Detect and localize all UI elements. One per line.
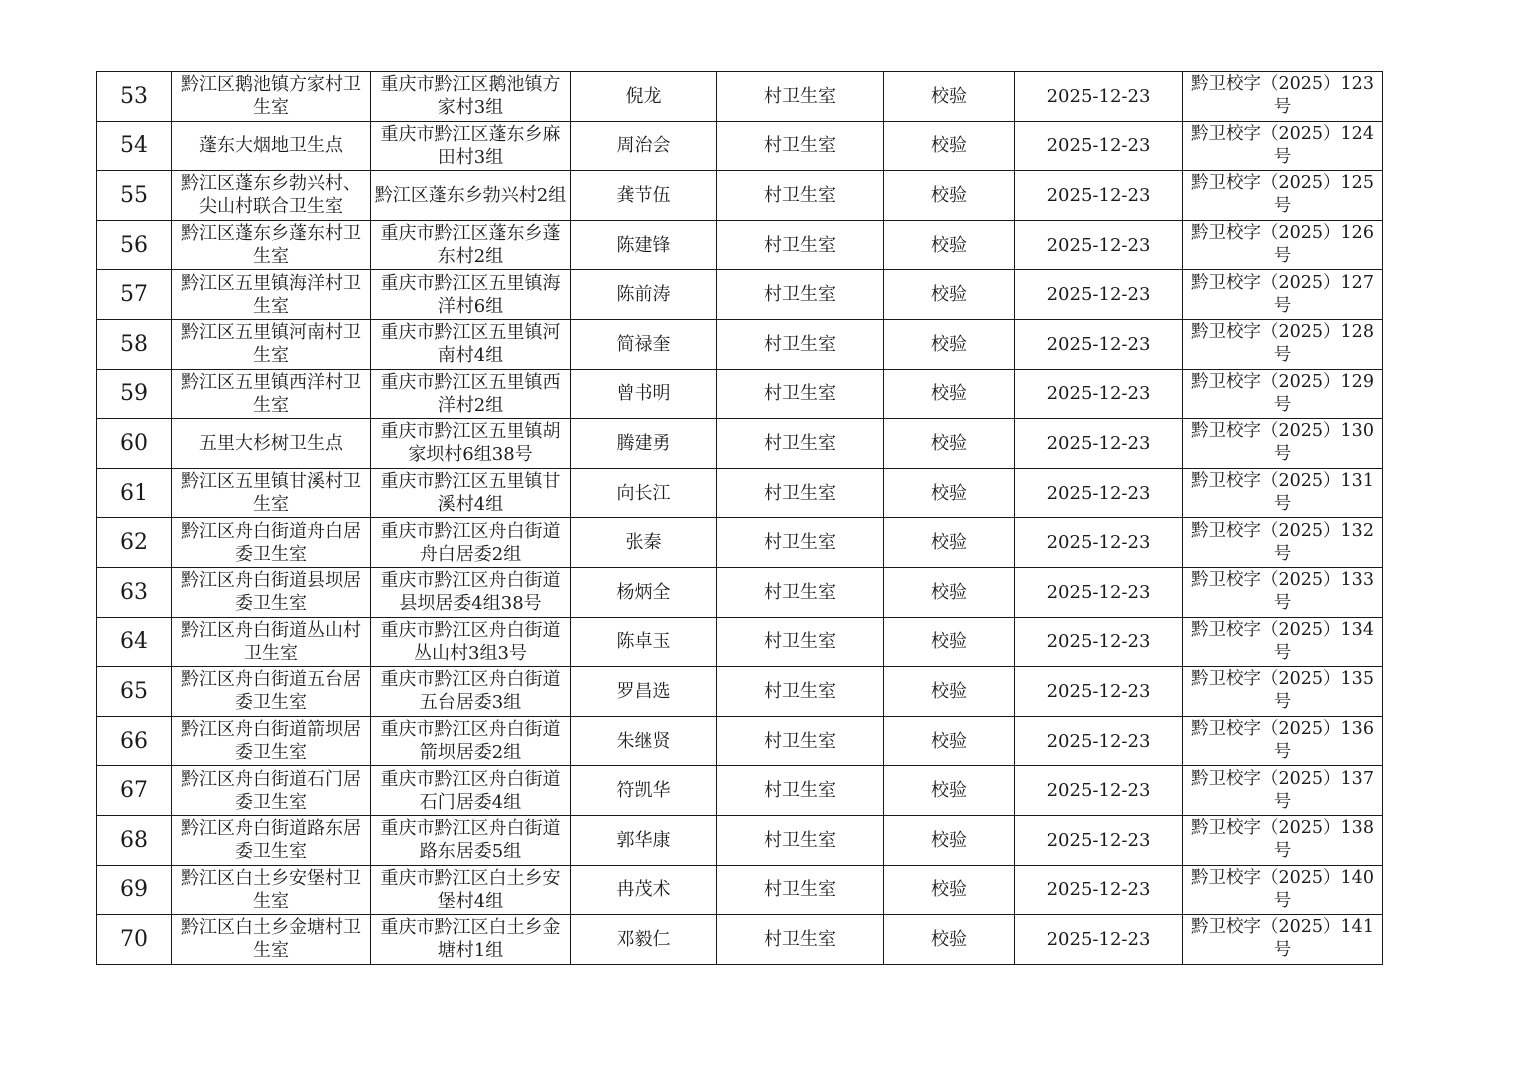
date-cell: 2025-12-23	[1015, 617, 1183, 667]
date-cell: 2025-12-23	[1015, 419, 1183, 469]
institution-type-cell: 村卫生室	[717, 270, 884, 320]
table-row	[97, 518, 1383, 568]
document-number-cell: 黔卫校字（2025）126号	[1183, 220, 1383, 270]
document-number-cell: 黔卫校字（2025）130号	[1183, 419, 1383, 469]
responsible-person-cell: 简禄奎	[571, 319, 717, 369]
table-row	[97, 468, 1383, 518]
row-number-cell: 55	[97, 171, 172, 221]
table-row	[97, 319, 1383, 369]
table-row	[97, 617, 1383, 667]
clinic-name-cell: 黔江区舟白街道丛山村卫生室	[172, 617, 371, 667]
table-row	[97, 716, 1383, 766]
document-number-cell: 黔卫校字（2025）123号	[1183, 72, 1383, 122]
institution-type-cell: 村卫生室	[717, 915, 884, 965]
table-row	[97, 72, 1383, 122]
table-row	[97, 419, 1383, 469]
date-cell: 2025-12-23	[1015, 915, 1183, 965]
row-number-cell: 54	[97, 121, 172, 171]
table-row	[97, 171, 1383, 221]
clinic-name-cell: 五里大杉树卫生点	[172, 419, 371, 469]
action-cell: 校验	[884, 766, 1015, 816]
row-number-cell: 68	[97, 815, 172, 865]
address-cell: 重庆市黔江区鹅池镇方家村3组	[371, 72, 571, 122]
clinic-name-cell: 黔江区舟白街道路东居委卫生室	[172, 815, 371, 865]
responsible-person-cell: 张秦	[571, 518, 717, 568]
institution-type-cell: 村卫生室	[717, 815, 884, 865]
institution-type-cell: 村卫生室	[717, 419, 884, 469]
date-cell: 2025-12-23	[1015, 667, 1183, 717]
clinic-name-cell: 黔江区蓬东乡蓬东村卫生室	[172, 220, 371, 270]
date-cell: 2025-12-23	[1015, 865, 1183, 915]
row-number-cell: 57	[97, 270, 172, 320]
document-number-cell: 黔卫校字（2025）124号	[1183, 121, 1383, 171]
responsible-person-cell: 朱继贤	[571, 716, 717, 766]
institution-type-cell: 村卫生室	[717, 468, 884, 518]
institution-type-cell: 村卫生室	[717, 72, 884, 122]
institution-type-cell: 村卫生室	[717, 865, 884, 915]
row-number-cell: 62	[97, 518, 172, 568]
date-cell: 2025-12-23	[1015, 319, 1183, 369]
action-cell: 校验	[884, 220, 1015, 270]
table-row	[97, 915, 1383, 965]
address-cell: 重庆市黔江区舟白街道箭坝居委2组	[371, 716, 571, 766]
action-cell: 校验	[884, 567, 1015, 617]
action-cell: 校验	[884, 915, 1015, 965]
document-number-cell: 黔卫校字（2025）134号	[1183, 617, 1383, 667]
address-cell: 重庆市黔江区白土乡安堡村4组	[371, 865, 571, 915]
document-number-cell: 黔卫校字（2025）128号	[1183, 319, 1383, 369]
address-cell: 重庆市黔江区舟白街道五台居委3组	[371, 667, 571, 717]
table-row	[97, 220, 1383, 270]
document-number-cell: 黔卫校字（2025）132号	[1183, 518, 1383, 568]
document-number-cell: 黔卫校字（2025）138号	[1183, 815, 1383, 865]
clinic-name-cell: 黔江区舟白街道舟白居委卫生室	[172, 518, 371, 568]
row-number-cell: 58	[97, 319, 172, 369]
clinic-name-cell: 黔江区五里镇甘溪村卫生室	[172, 468, 371, 518]
clinic-name-cell: 黔江区舟白街道箭坝居委卫生室	[172, 716, 371, 766]
table-row	[97, 567, 1383, 617]
address-cell: 重庆市黔江区五里镇海洋村6组	[371, 270, 571, 320]
clinic-registry-table	[96, 71, 1383, 965]
row-number-cell: 60	[97, 419, 172, 469]
responsible-person-cell: 杨炳全	[571, 567, 717, 617]
responsible-person-cell: 陈建锋	[571, 220, 717, 270]
row-number-cell: 66	[97, 716, 172, 766]
row-number-cell: 67	[97, 766, 172, 816]
clinic-name-cell: 黔江区白土乡安堡村卫生室	[172, 865, 371, 915]
clinic-name-cell: 黔江区五里镇西洋村卫生室	[172, 369, 371, 419]
address-cell: 重庆市黔江区五里镇河南村4组	[371, 319, 571, 369]
row-number-cell: 65	[97, 667, 172, 717]
date-cell: 2025-12-23	[1015, 220, 1183, 270]
date-cell: 2025-12-23	[1015, 72, 1183, 122]
clinic-name-cell: 黔江区舟白街道县坝居委卫生室	[172, 567, 371, 617]
address-cell: 重庆市黔江区五里镇甘溪村4组	[371, 468, 571, 518]
address-cell: 重庆市黔江区蓬东乡蓬东村2组	[371, 220, 571, 270]
row-number-cell: 59	[97, 369, 172, 419]
address-cell: 重庆市黔江区舟白街道路东居委5组	[371, 815, 571, 865]
row-number-cell: 53	[97, 72, 172, 122]
table-row	[97, 667, 1383, 717]
responsible-person-cell: 倪龙	[571, 72, 717, 122]
date-cell: 2025-12-23	[1015, 567, 1183, 617]
table-row	[97, 369, 1383, 419]
row-number-cell: 70	[97, 915, 172, 965]
document-number-cell: 黔卫校字（2025）129号	[1183, 369, 1383, 419]
action-cell: 校验	[884, 865, 1015, 915]
table-row	[97, 121, 1383, 171]
responsible-person-cell: 郭华康	[571, 815, 717, 865]
clinic-name-cell: 黔江区鹅池镇方家村卫生室	[172, 72, 371, 122]
institution-type-cell: 村卫生室	[717, 220, 884, 270]
responsible-person-cell: 罗昌选	[571, 667, 717, 717]
address-cell: 重庆市黔江区五里镇胡家坝村6组38号	[371, 419, 571, 469]
date-cell: 2025-12-23	[1015, 815, 1183, 865]
document-number-cell: 黔卫校字（2025）140号	[1183, 865, 1383, 915]
responsible-person-cell: 陈前涛	[571, 270, 717, 320]
date-cell: 2025-12-23	[1015, 270, 1183, 320]
institution-type-cell: 村卫生室	[717, 369, 884, 419]
document-number-cell: 黔卫校字（2025）131号	[1183, 468, 1383, 518]
clinic-name-cell: 黔江区舟白街道石门居委卫生室	[172, 766, 371, 816]
address-cell: 重庆市黔江区白土乡金塘村1组	[371, 915, 571, 965]
clinic-name-cell: 黔江区蓬东乡勃兴村、尖山村联合卫生室	[172, 171, 371, 221]
address-cell: 重庆市黔江区五里镇西洋村2组	[371, 369, 571, 419]
table-row	[97, 766, 1383, 816]
clinic-name-cell: 黔江区五里镇海洋村卫生室	[172, 270, 371, 320]
institution-type-cell: 村卫生室	[717, 319, 884, 369]
address-cell: 重庆市黔江区蓬东乡麻田村3组	[371, 121, 571, 171]
clinic-name-cell: 黔江区五里镇河南村卫生室	[172, 319, 371, 369]
institution-type-cell: 村卫生室	[717, 667, 884, 717]
document-number-cell: 黔卫校字（2025）133号	[1183, 567, 1383, 617]
date-cell: 2025-12-23	[1015, 518, 1183, 568]
table-body	[97, 72, 1383, 965]
responsible-person-cell: 符凯华	[571, 766, 717, 816]
action-cell: 校验	[884, 716, 1015, 766]
action-cell: 校验	[884, 419, 1015, 469]
responsible-person-cell: 腾建勇	[571, 419, 717, 469]
institution-type-cell: 村卫生室	[717, 766, 884, 816]
action-cell: 校验	[884, 121, 1015, 171]
address-cell: 重庆市黔江区舟白街道舟白居委2组	[371, 518, 571, 568]
action-cell: 校验	[884, 815, 1015, 865]
table-row	[97, 865, 1383, 915]
document-number-cell: 黔卫校字（2025）127号	[1183, 270, 1383, 320]
responsible-person-cell: 曾书明	[571, 369, 717, 419]
institution-type-cell: 村卫生室	[717, 171, 884, 221]
document-number-cell: 黔卫校字（2025）135号	[1183, 667, 1383, 717]
action-cell: 校验	[884, 468, 1015, 518]
row-number-cell: 61	[97, 468, 172, 518]
action-cell: 校验	[884, 369, 1015, 419]
responsible-person-cell: 向长江	[571, 468, 717, 518]
institution-type-cell: 村卫生室	[717, 567, 884, 617]
responsible-person-cell: 龚节伍	[571, 171, 717, 221]
responsible-person-cell: 邓毅仁	[571, 915, 717, 965]
address-cell: 重庆市黔江区舟白街道丛山村3组3号	[371, 617, 571, 667]
action-cell: 校验	[884, 617, 1015, 667]
document-number-cell: 黔卫校字（2025）136号	[1183, 716, 1383, 766]
institution-type-cell: 村卫生室	[717, 518, 884, 568]
date-cell: 2025-12-23	[1015, 716, 1183, 766]
address-cell: 重庆市黔江区舟白街道县坝居委4组38号	[371, 567, 571, 617]
date-cell: 2025-12-23	[1015, 121, 1183, 171]
date-cell: 2025-12-23	[1015, 468, 1183, 518]
responsible-person-cell: 陈卓玉	[571, 617, 717, 667]
document-number-cell: 黔卫校字（2025）125号	[1183, 171, 1383, 221]
date-cell: 2025-12-23	[1015, 171, 1183, 221]
row-number-cell: 69	[97, 865, 172, 915]
address-cell: 重庆市黔江区舟白街道石门居委4组	[371, 766, 571, 816]
address-cell: 黔江区蓬东乡勃兴村2组	[371, 171, 571, 221]
clinic-name-cell: 蓬东大烟地卫生点	[172, 121, 371, 171]
table-row	[97, 815, 1383, 865]
action-cell: 校验	[884, 171, 1015, 221]
action-cell: 校验	[884, 319, 1015, 369]
row-number-cell: 64	[97, 617, 172, 667]
date-cell: 2025-12-23	[1015, 369, 1183, 419]
action-cell: 校验	[884, 667, 1015, 717]
document-number-cell: 黔卫校字（2025）137号	[1183, 766, 1383, 816]
date-cell: 2025-12-23	[1015, 766, 1183, 816]
table-row	[97, 270, 1383, 320]
action-cell: 校验	[884, 72, 1015, 122]
institution-type-cell: 村卫生室	[717, 716, 884, 766]
row-number-cell: 63	[97, 567, 172, 617]
action-cell: 校验	[884, 270, 1015, 320]
document-number-cell: 黔卫校字（2025）141号	[1183, 915, 1383, 965]
institution-type-cell: 村卫生室	[717, 617, 884, 667]
row-number-cell: 56	[97, 220, 172, 270]
responsible-person-cell: 周治会	[571, 121, 717, 171]
responsible-person-cell: 冉茂术	[571, 865, 717, 915]
clinic-name-cell: 黔江区白土乡金塘村卫生室	[172, 915, 371, 965]
action-cell: 校验	[884, 518, 1015, 568]
institution-type-cell: 村卫生室	[717, 121, 884, 171]
clinic-name-cell: 黔江区舟白街道五台居委卫生室	[172, 667, 371, 717]
